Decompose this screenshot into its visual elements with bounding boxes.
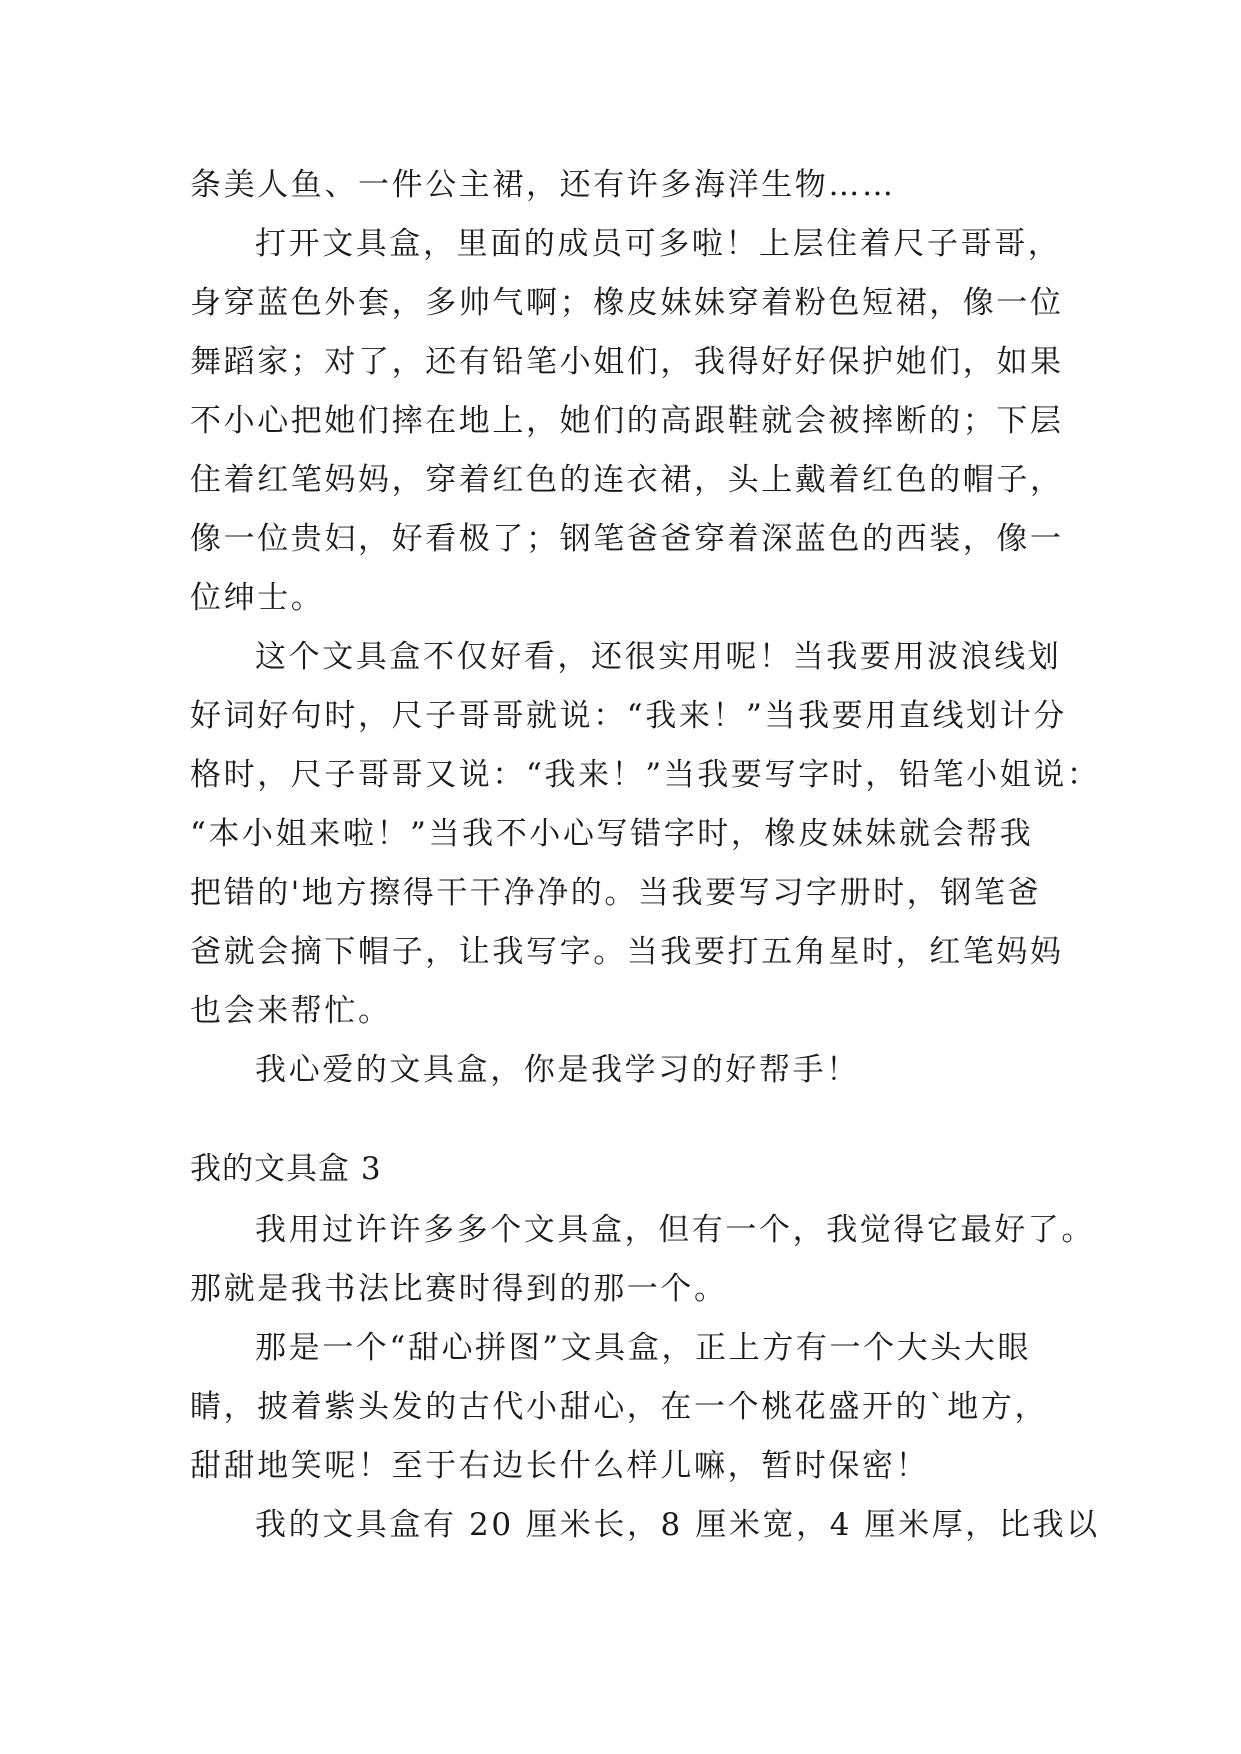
paragraph-start-line: 我的文具盒有 20 厘米长，8 厘米宽，4 厘米厚，比我以 [255,1507,1100,1543]
paragraph-start-line: 打开文具盒，里面的成员可多啦！上层住着尺子哥哥， [255,226,1062,262]
text-line: 爸就会摘下帽子，让我写字。当我要打五角星时，红笔妈妈 [190,934,1064,970]
text-line: 位绅士。 [190,580,325,616]
text-line: 把错的'地方擦得干干净净的。当我要写习字册时，钢笔爸 [190,875,1042,911]
text-line: 舞蹈家；对了，还有铅笔小姐们，我得好好保护她们，如果 [190,344,1064,380]
paragraph-start-line: 我心爱的文具盒，你是我学习的好帮手！ [255,1052,860,1088]
paragraph-start-line: 那是一个“甜心拼图”文具盒，正上方有一个大头大眼 [255,1330,1032,1366]
section-heading: 我的文具盒 3 [190,1151,382,1187]
text-line: 也会来帮忙。 [190,993,392,1029]
paragraph-start-line: 这个文具盒不仅好看，还很实用呢！当我要用波浪线划 [255,639,1062,675]
text-line: “本小姐来啦！”当我不小心写错字时，橡皮妹妹就会帮我 [190,816,1034,852]
text-line: 好词好句时，尺子哥哥就说：“我来！”当我要用直线划计分 [190,698,1067,734]
text-line: 格时，尺子哥哥又说：“我来！”当我要写字时，铅笔小姐说： [190,757,1101,793]
text-line: 那就是我书法比赛时得到的那一个。 [190,1271,728,1307]
text-line: 睛，披着紫头发的古代小甜心，在一个桃花盛开的`地方， [190,1389,1049,1425]
text-line: 像一位贵妇，好看极了；钢笔爸爸穿着深蓝色的西装，像一 [190,521,1064,557]
paragraph-start-line: 我用过许许多多个文具盒，但有一个，我觉得它最好了。 [255,1212,1095,1248]
text-line: 甜甜地笑呢！至于右边长什么样儿嘛，暂时保密！ [190,1448,930,1484]
text-line: 身穿蓝色外套，多帅气啊；橡皮妹妹穿着粉色短裙，像一位 [190,285,1064,321]
text-line: 住着红笔妈妈，穿着红色的连衣裙，头上戴着红色的帽子， [190,462,1064,498]
text-line: 不小心把她们摔在地上，她们的高跟鞋就会被摔断的；下层 [190,403,1064,439]
text-line: 条美人鱼、一件公主裙，还有许多海洋生物…… [190,167,896,203]
